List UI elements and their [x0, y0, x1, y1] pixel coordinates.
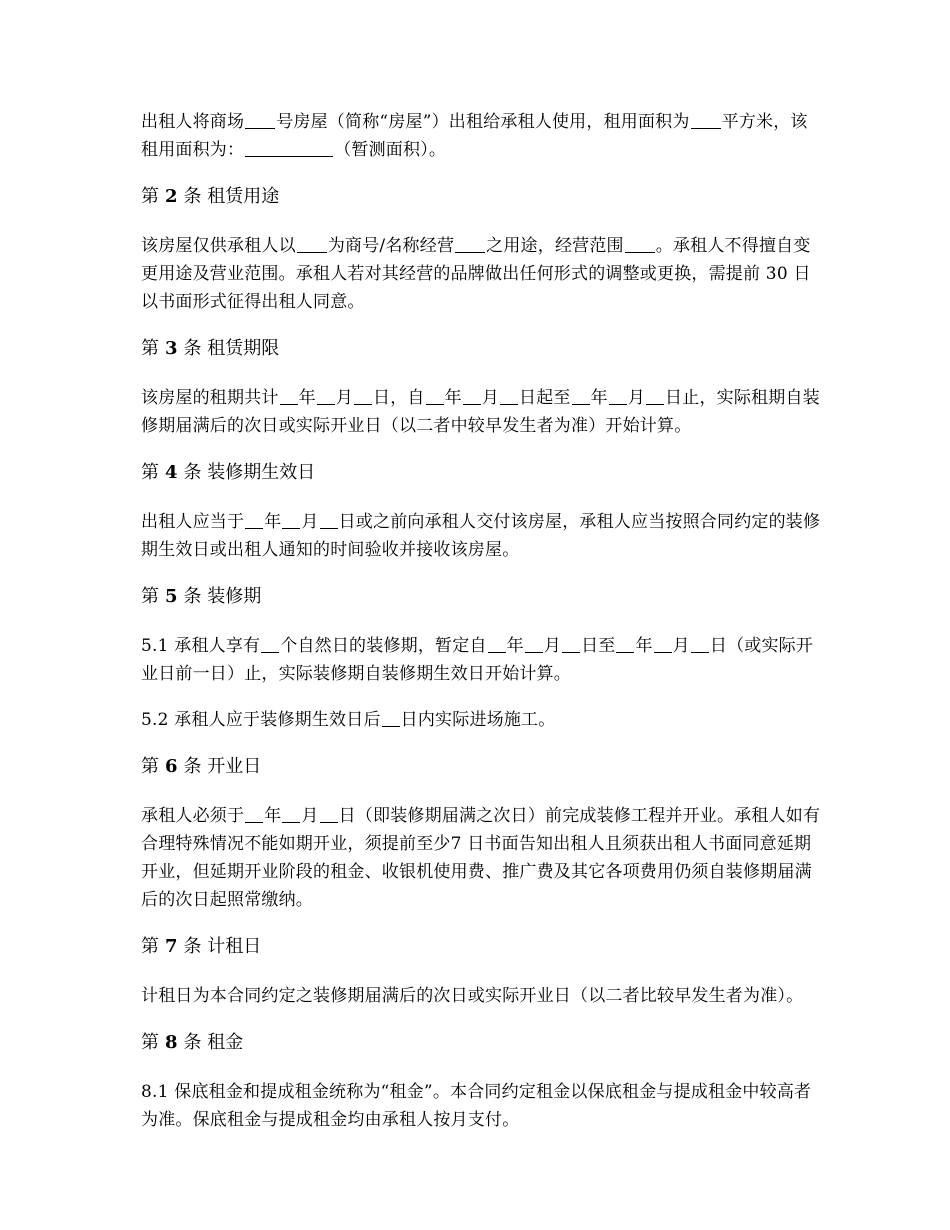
blank-field [354, 386, 372, 405]
blank-field [691, 634, 709, 653]
text: 年 [264, 512, 282, 532]
text: 日内实际进场施工。 [400, 710, 556, 730]
text: 年 [264, 806, 282, 826]
text: 之用途，经营范围 [486, 236, 624, 256]
text: 月 [672, 636, 690, 656]
text: 日至 [581, 636, 616, 656]
text: 年 [444, 388, 462, 408]
blank-field [691, 110, 721, 129]
blank-field [426, 386, 444, 405]
text: 该房屋的租期共计 [141, 388, 279, 408]
text: 。承租人不得擅自变更用途及营业范围。承租人若对其经营的品牌做出任何形式的调整或更换，需提前 30 日以书面形式征得出租人同意。 [141, 236, 811, 312]
text: 5.2 承租人应于装修期生效日后 [141, 710, 381, 730]
blank-field [646, 386, 664, 405]
document-body [141, 108, 821, 1152]
text: 日（即装修期届满之次日）前完成装修工程并开业。承租人如有合理特殊情况不能如期开业，须提前至少7 日书面告知出租人且须获出租人书面同意延期开业，但延期开业阶段的租金、收银机使用费、推广费及其它各项费用仍须自装修期届满后的次日起照常缴纳。 [141, 806, 821, 910]
paragraph-8-1: 8.1 保底租金和提成租金统称为“租金”。本合同约定租金以保底租金与提成租金中较高者为准。保底租金与提成租金均由承租人按月支付。 [141, 1082, 812, 1130]
blank-field [625, 234, 655, 253]
blank-field [609, 386, 627, 405]
blank-field [245, 804, 263, 823]
blank-field [320, 804, 338, 823]
blank-field [282, 804, 300, 823]
section-heading-8: 第 8 条 租金 [141, 1032, 244, 1053]
paragraph-lease-term [141, 384, 821, 440]
paragraph-rent-start: 计租日为本合同约定之装修期届满后的次日或实际开业日（以二者比较早发生者为准）。 [141, 986, 804, 1006]
text: 个自然日的装修期，暂定自 [280, 636, 487, 656]
text: 月 [335, 388, 354, 408]
blank-field [382, 708, 400, 727]
blank-field [616, 634, 634, 653]
text: 5.1 承租人享有 [141, 636, 261, 656]
paragraph-5-2 [141, 706, 821, 734]
paragraph-lease-purpose [141, 232, 821, 316]
blank-field [282, 510, 300, 529]
section-heading-5: 第 5 条 装修期 [141, 586, 262, 607]
text: 日（或实际开业日前一日）止，实际装修期自装修期生效日开始计算。 [141, 636, 814, 684]
text: 日或之前向承租人交付该房屋，承租人应当按照合同约定的装修期生效日或出租人通知的时间验收并接收该房屋。 [141, 512, 821, 560]
text: 平方米，该租用面积为： [141, 112, 808, 160]
section-heading-6: 第 6 条 开业日 [141, 756, 262, 777]
paragraph-5-1 [141, 632, 821, 688]
section-heading-7: 第 7 条 计租日 [141, 936, 262, 957]
blank-field [245, 110, 275, 129]
text: 出租人将商场 [141, 112, 245, 132]
blank-field [488, 634, 506, 653]
text: 号房屋（简称“房屋”）出租给承租人使用，租用面积为 [276, 112, 690, 132]
blank-field [455, 234, 485, 253]
text: 承租人必须于 [141, 806, 245, 826]
text: 为商号/名称经营 [327, 236, 455, 256]
paragraph-effective-date [141, 508, 821, 564]
blank-field [572, 386, 590, 405]
blank-field [297, 234, 327, 253]
section-heading-2: 第 2 条 租赁用途 [141, 186, 280, 207]
blank-field [562, 634, 580, 653]
text: 月 [543, 636, 562, 656]
blank-field [463, 386, 481, 405]
text: 日，自 [373, 388, 425, 408]
blank-field [654, 634, 672, 653]
blank-field [525, 634, 543, 653]
text: 月 [301, 512, 319, 532]
paragraph-premises [141, 108, 821, 164]
paragraph-opening-date [141, 802, 821, 914]
blank-field [245, 138, 333, 157]
section-heading-4: 第 4 条 装修期生效日 [141, 462, 316, 483]
text: 该房屋仅供承租人以 [141, 236, 296, 256]
blank-field [261, 634, 279, 653]
text: 日起至 [519, 388, 571, 408]
text: 年 [298, 388, 316, 408]
text: 年 [590, 388, 608, 408]
blank-field [245, 510, 263, 529]
text: 年 [506, 636, 524, 656]
text: 月 [481, 388, 500, 408]
text: 年 [635, 636, 653, 656]
text: 月 [627, 388, 646, 408]
section-heading-3: 第 3 条 租赁期限 [141, 338, 280, 359]
blank-field [500, 386, 518, 405]
text: 月 [301, 806, 319, 826]
text: （暂测面积）。 [334, 140, 447, 160]
blank-field [280, 386, 298, 405]
text: 日止，实际租期自装修期届满后的次日或实际开业日（以二者中较早发生者为准）开始计算。 [141, 388, 820, 436]
text: 出租人应当于 [141, 512, 245, 532]
blank-field [317, 386, 335, 405]
blank-field [320, 510, 338, 529]
